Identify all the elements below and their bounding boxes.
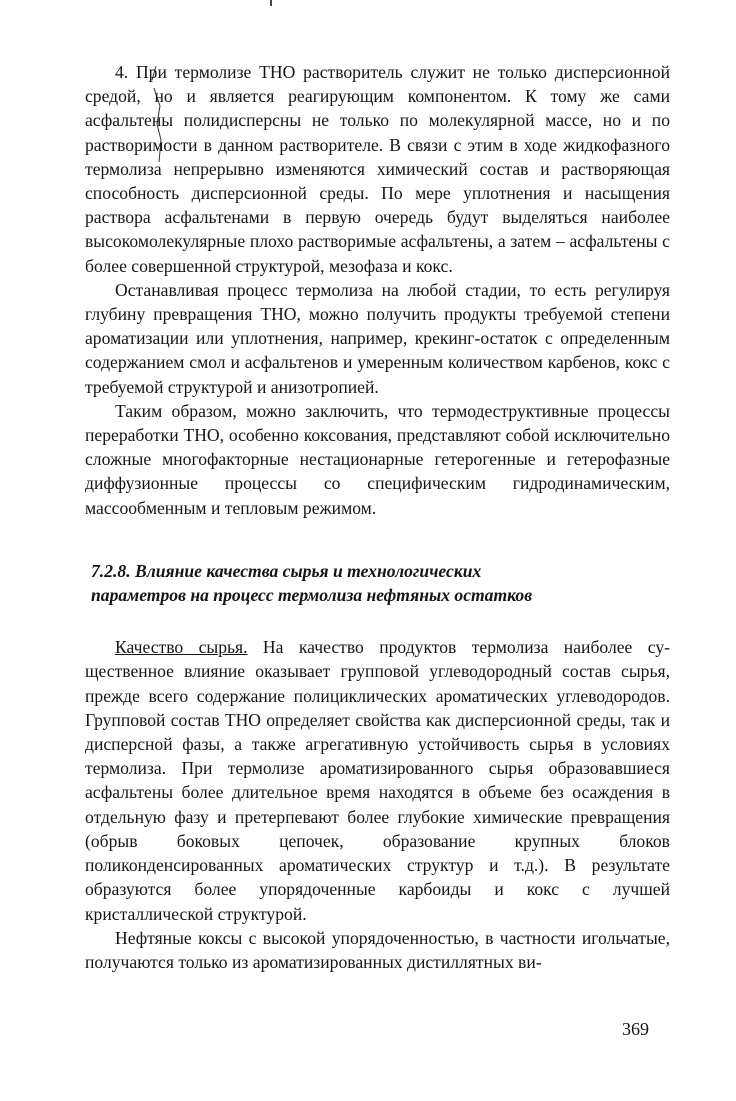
scan-tick-mark xyxy=(270,0,272,6)
paragraph-4-text: На качество продуктов термолиза наиболее существенное влияние оказывает групповой углеводородный состав сырья, прежде всего содержание полициклических ароматических углеводородов. Групповой состав ТНО определяет свойства как дисперсионной среды, так и дисперсной фазы, а также агрегативную устойчивость сырья в условиях термолиза. При термолизе ароматизированного сырья образовавшиеся асфальтены более длительное время находятся в объеме без осаждения в отдельную фазу и претерпевают более глубокие химические превращения (обрыв боковых цепочек, образование крупных блоков поликонденсированных ароматических структур и т.д.). В результате образуются более упорядоченные карбоиды и кокс с лучшей кристаллической структурой. xyxy=(85,637,670,924)
paragraph-4 xyxy=(85,635,670,925)
section-heading-line-1: 7.2.8. Влияние качества сырья и технологических xyxy=(91,560,482,581)
paragraph-5: Нефтяные коксы с высокой упорядоченностью, в частности игольчатые, получаются только из ароматизированных дистиллятных ви- xyxy=(85,927,670,972)
section-heading-line-2: параметров на процесс термолиза нефтяных остатков xyxy=(91,585,533,606)
paragraph-2: Останавливая процесс термолиза на любой стадии, то есть регулируя глубину превращения ТНО, можно получить продукты требуемой степени ароматизации или уплотнения, например, крекинг-остаток с определенным содержанием смол и асфальтенов и умеренным количеством карбенов, кокс с требуемой структурой и анизотропией. xyxy=(85,279,670,397)
paragraph-3: Таким образом, можно заключить, что термодеструктивные процессы переработки ТНО, особенно коксования, представляют собой исключительно сложные многофакторные нестационарные гетерогенные и гетерофазные диффузионные процессы со специфическим гидродинамическим, массообменным и тепловым режимом. xyxy=(85,400,670,518)
page-body xyxy=(85,60,670,974)
page-number: 369 xyxy=(622,1019,649,1039)
runin-heading: Качество сырья. xyxy=(115,637,248,658)
paragraph-1: 4. При термолизе ТНО растворитель служит не только дисперсионной средой, но и является реагирующим компонентом. К тому же сами асфальтены полидисперсны не только по молекулярной массе, но и по растворимости в данном растворителе. В связи с этим в ходе жидкофазного термолиза непрерывно изменяются химический состав и растворяющая способность дисперсионной среды. По мере уплотнения и насыщения раствора асфальтенами в первую очередь будут выделяться наиболее высокомолекулярные плохо растворимые асфальтены, а затем – асфальтены с более совершенной структурой, мезофаза и кокс. xyxy=(85,62,670,276)
section-heading xyxy=(85,559,670,607)
